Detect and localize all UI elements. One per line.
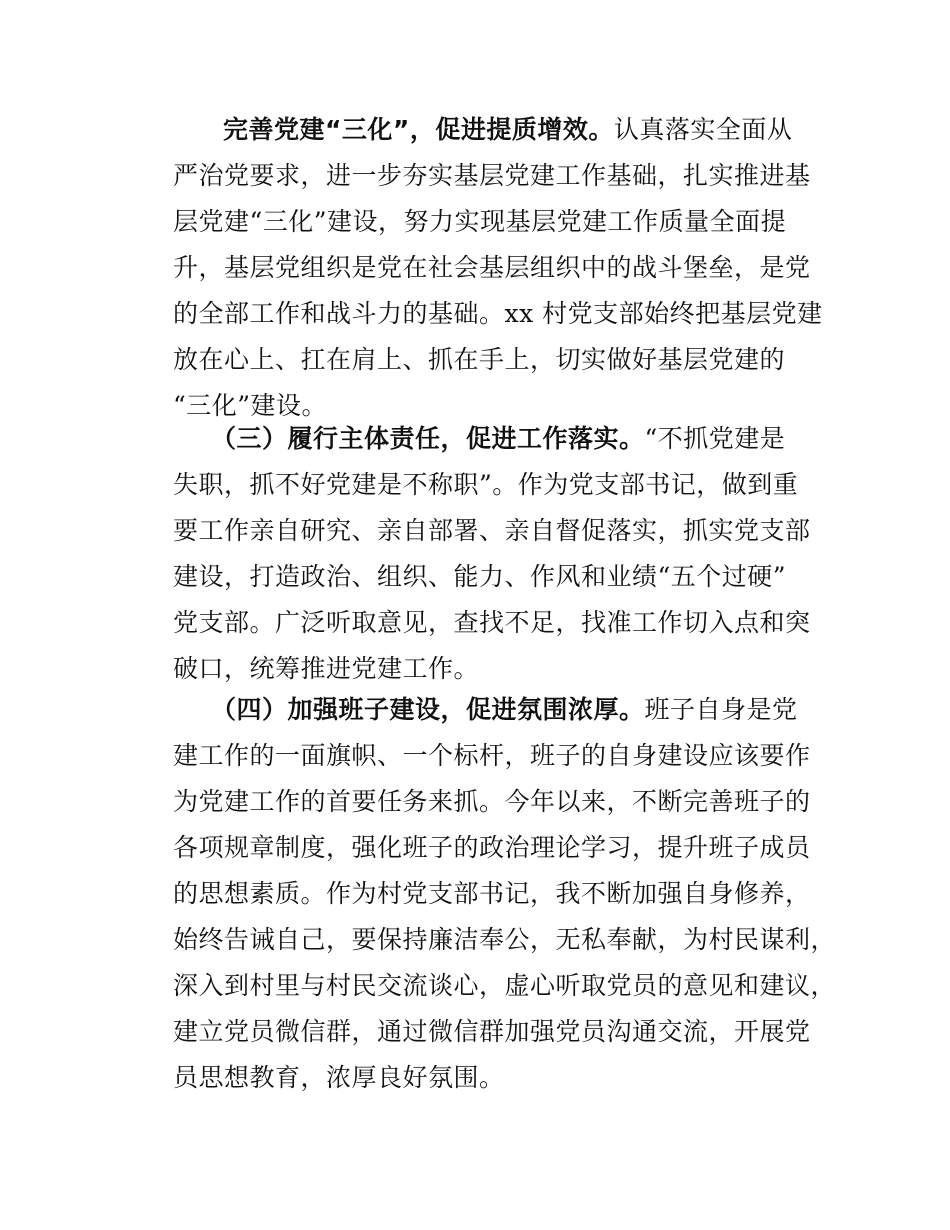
paragraph-line: “三化”建设。 — [173, 391, 328, 420]
paragraph-heading: （三）履行主体责任，促进工作落实。 — [211, 424, 645, 453]
paragraph-first-line — [173, 687, 813, 733]
paragraph-line: 为党建工作的首要任务来抓。今年以来，不断完善班子的 — [173, 787, 811, 816]
paragraph-line: 各项规章制度，强化班子的政治理论学习，提升班子成员 — [173, 833, 811, 862]
paragraph-line: 升，基层党组织是党在社会基层组织中的战斗堡垒，是党 — [173, 253, 811, 282]
paragraph-line: 破口，统筹推进党建工作。 — [173, 654, 480, 683]
paragraph-line: 严治党要求，进一步夯实基层党建工作基础，扎实推进基 — [173, 161, 811, 190]
paragraph-first-line — [173, 107, 813, 153]
paragraph-line: 深入到村里与村民交流谈心，虚心听取党员的意见和建议， — [173, 971, 837, 1000]
paragraph-heading: 完善党建“三化”，促进提质增效。 — [223, 115, 614, 144]
paragraph-first-line — [173, 416, 813, 462]
paragraph-line: 失职，抓不好党建是不称职”。作为党支部书记，做到重 — [173, 470, 799, 499]
paragraph-improve-party-building — [173, 107, 823, 429]
paragraph-fulfill-responsibility — [173, 416, 813, 692]
paragraph-line: 员思想教育，浓厚良好氛围。 — [173, 1063, 505, 1092]
paragraph-line: 建设，打造政治、组织、能力、作风和业绩“五个过硬” — [173, 562, 787, 591]
paragraph-strengthen-team — [173, 687, 837, 1101]
paragraph-line: 的思想素质。作为村党支部书记，我不断加强自身修养， — [173, 879, 811, 908]
paragraph-line: 建立党员微信群，通过微信群加强党员沟通交流，开展党 — [173, 1017, 811, 1046]
paragraph-line: 要工作亲自研究、亲自部署、亲自督促落实，抓实党支部 — [173, 516, 811, 545]
paragraph-text: “不抓党建是 — [644, 424, 786, 453]
paragraph-line: 的全部工作和战斗力的基础。xx 村党支部始终把基层党建 — [173, 299, 823, 328]
paragraph-line: 放在心上、扛在肩上、抓在手上，切实做好基层党建的 — [173, 345, 786, 374]
paragraph-line: 党支部。广泛听取意见，查找不足，找准工作切入点和突 — [173, 608, 811, 637]
paragraph-text: 认真落实全面从 — [613, 115, 793, 144]
paragraph-line: 建工作的一面旗帜、一个标杆，班子的自身建设应该要作 — [173, 741, 811, 770]
paragraph-text: 班子自身是党 — [644, 695, 798, 724]
paragraph-heading: （四）加强班子建设，促进氛围浓厚。 — [211, 695, 645, 724]
paragraph-line: 始终告诫自己，要保持廉洁奉公，无私奉献，为村民谋利， — [173, 925, 837, 954]
paragraph-line: 层党建“三化”建设，努力实现基层党建工作质量全面提 — [173, 207, 787, 236]
